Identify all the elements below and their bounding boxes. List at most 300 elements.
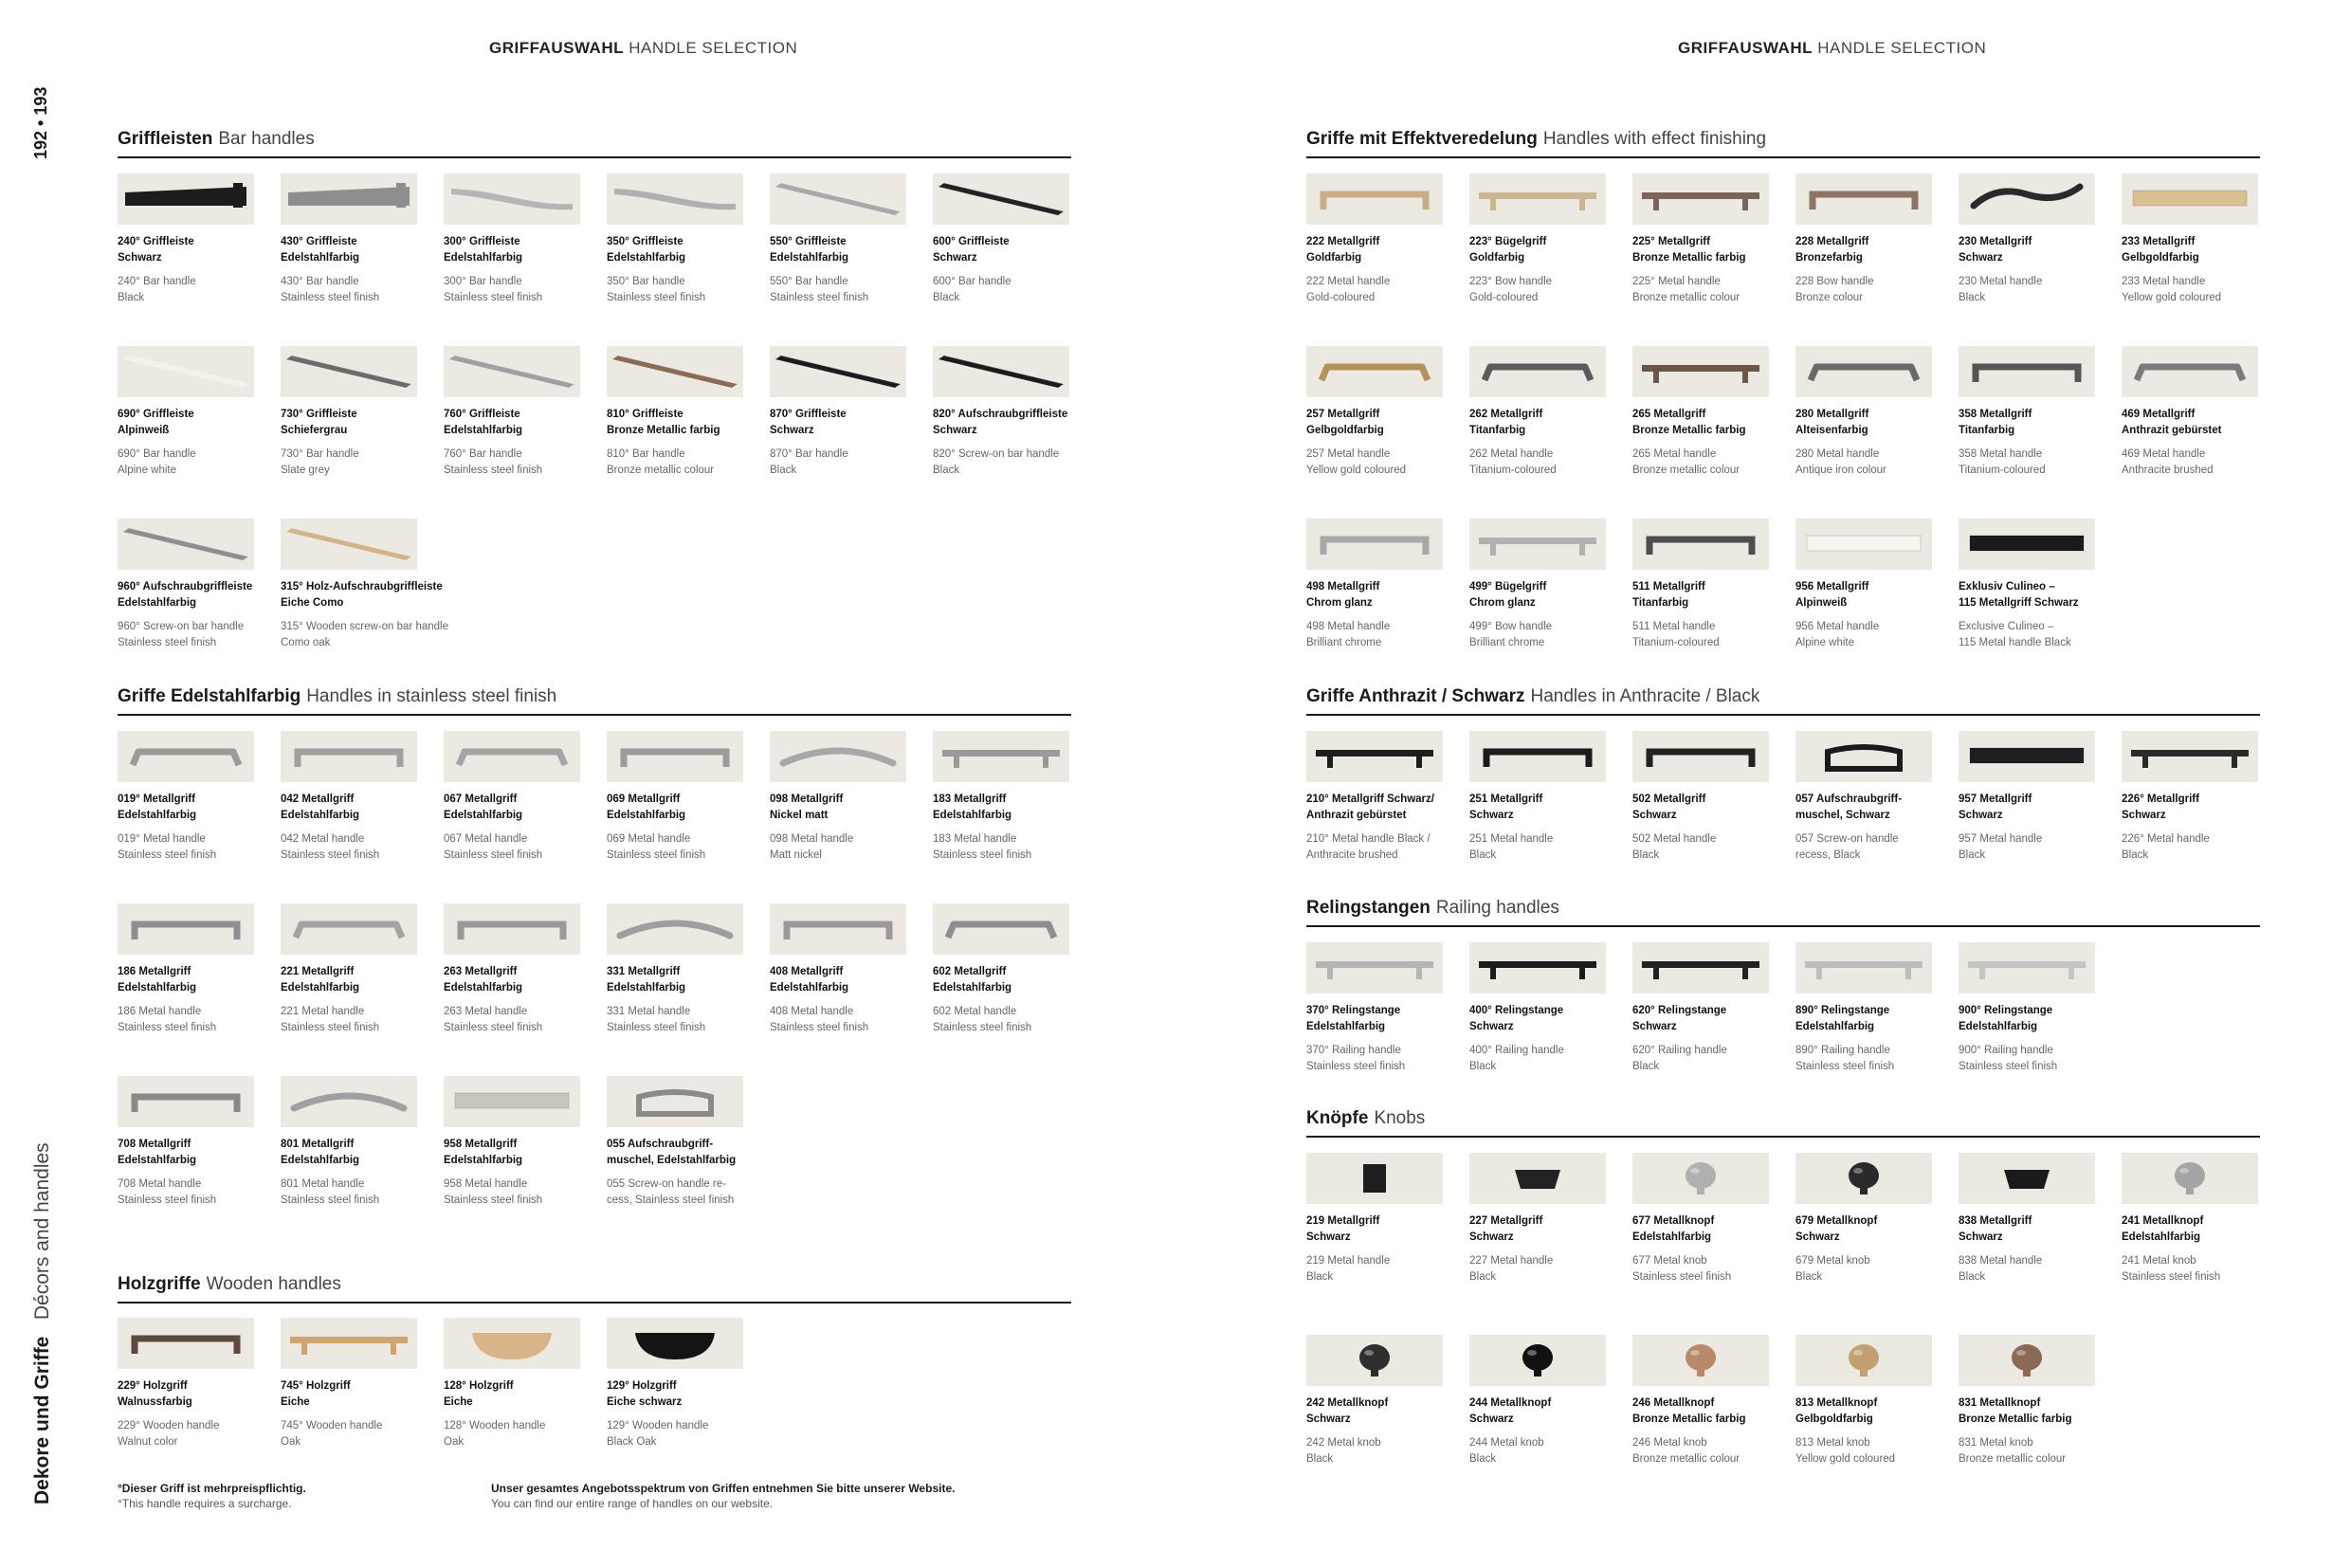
product-finish-en: Black	[1469, 1061, 1497, 1072]
product-finish-de: 115 Metallgriff Schwarz	[1959, 597, 2079, 609]
product-name-en: 221 Metal handle	[281, 1006, 365, 1017]
product-finish-de: Edelstahlfarbig	[444, 425, 523, 436]
product-name-en: 042 Metal handle	[281, 833, 365, 845]
product-name-en: 233 Metal handle	[2122, 276, 2206, 287]
product-name-de: 730° Griffleiste	[281, 409, 357, 420]
product-finish-en: Black	[118, 292, 145, 303]
product-finish-en: Oak	[281, 1436, 301, 1448]
handle-image	[607, 1076, 743, 1127]
product-finish-de: Gelbgoldfarbig	[2122, 252, 2199, 264]
product-item	[1306, 1153, 1443, 1325]
handle-image	[933, 731, 1069, 782]
product-name-de: 057 Aufschraubgriff-	[1795, 793, 1903, 805]
product-name-en: 240° Bar handle	[118, 276, 196, 287]
handle-image	[118, 173, 254, 225]
product-name-de: 745° Holzgriff	[281, 1380, 351, 1392]
product-name-en: 251 Metal handle	[1469, 833, 1554, 845]
product-item	[444, 1076, 580, 1249]
product-caption	[1306, 1213, 1443, 1285]
handle-image	[1306, 1335, 1443, 1386]
product-finish-de: Schwarz	[1959, 810, 2003, 821]
product-item	[444, 903, 580, 1076]
product-finish-de: Chrom glanz	[1306, 597, 1373, 609]
product-finish-en: Stainless steel finish	[118, 1194, 217, 1206]
product-name-de: 183 Metallgriff	[933, 793, 1007, 805]
product-name-en: 222 Metal handle	[1306, 276, 1391, 287]
product-caption	[444, 792, 580, 864]
product-caption	[607, 792, 743, 864]
handle-image	[118, 1076, 254, 1127]
product-finish-en: Stainless steel finish	[444, 465, 543, 476]
product-finish-de: Eiche schwarz	[607, 1396, 683, 1408]
product-item	[444, 346, 580, 519]
product-finish-de: Edelstahlfarbig	[607, 810, 686, 821]
page-header-left: GRIFFAUSWAHL HANDLE SELECTION	[489, 39, 798, 57]
handle-image	[1632, 1335, 1769, 1386]
product-item	[1795, 346, 1932, 519]
product-finish-en: Matt nickel	[770, 849, 822, 861]
product-caption	[1959, 1003, 2095, 1075]
product-name-en: 430° Bar handle	[281, 276, 359, 287]
product-finish-de: Edelstahlfarbig	[444, 252, 523, 264]
product-finish-en: Yellow gold coloured	[1795, 1453, 1896, 1465]
product-caption	[1632, 792, 1769, 864]
handle-image	[1959, 173, 2095, 225]
section-rule	[118, 1302, 1071, 1304]
handle-image	[444, 1318, 580, 1369]
product-name-en: 760° Bar handle	[444, 448, 522, 460]
product-finish-de: Edelstahlfarbig	[1959, 1021, 2038, 1032]
product-item	[2122, 346, 2258, 519]
product-name-de: 600° Griffleiste	[933, 236, 1010, 247]
handle-image	[2122, 1153, 2258, 1204]
product-name-en: 900° Railing handle	[1959, 1045, 2053, 1056]
product-caption	[1632, 1213, 1769, 1285]
product-name-en: 257 Metal handle	[1306, 448, 1391, 460]
product-caption	[933, 792, 1069, 864]
product-name-de: 400° Relingstange	[1469, 1005, 1564, 1016]
product-caption	[1632, 1003, 1769, 1075]
product-name-en: 502 Metal handle	[1632, 833, 1717, 845]
handle-image	[1469, 519, 1606, 570]
handle-image	[118, 731, 254, 782]
product-finish-de: Titanfarbig	[1632, 597, 1689, 609]
product-item	[118, 173, 254, 346]
product-finish-en: Stainless steel finish	[1795, 1061, 1895, 1072]
section-rule	[1306, 714, 2260, 716]
product-caption	[118, 792, 254, 864]
product-name-de: 262 Metallgriff	[1469, 409, 1543, 420]
product-finish-de: Edelstahlfarbig	[933, 810, 1012, 821]
product-caption	[281, 407, 417, 479]
product-finish-en: Bronze metallic colour	[1632, 1453, 1740, 1465]
handle-image	[444, 1076, 580, 1127]
product-finish-de: Walnussfarbig	[118, 1396, 192, 1408]
product-name-de: 265 Metallgriff	[1632, 409, 1706, 420]
product-caption	[933, 407, 1069, 479]
product-name-de: 813 Metallknopf	[1795, 1397, 1878, 1409]
product-caption	[607, 234, 743, 306]
product-finish-en: Stainless steel finish	[444, 849, 543, 861]
handle-image	[444, 731, 580, 782]
product-finish-de: Schwarz	[1469, 810, 1514, 821]
product-finish-de: Bronzefarbig	[1795, 252, 1863, 264]
product-finish-en: Bronze metallic colour	[1632, 465, 1740, 476]
product-caption	[281, 1137, 417, 1209]
handle-image	[607, 903, 743, 955]
product-name-en: 370° Railing handle	[1306, 1045, 1401, 1056]
product-name-en: 810° Bar handle	[607, 448, 685, 460]
product-finish-en: Stainless steel finish	[2122, 1271, 2221, 1283]
product-name-en: 229° Wooden handle	[118, 1420, 220, 1431]
product-caption	[1795, 234, 1932, 306]
product-name-en: 730° Bar handle	[281, 448, 359, 460]
product-caption	[1469, 407, 1606, 479]
product-name-en: 550° Bar handle	[770, 276, 848, 287]
product-finish-de: Nickel matt	[770, 810, 829, 821]
product-finish-de: Schwarz	[2122, 810, 2166, 821]
product-caption	[1795, 1003, 1932, 1075]
product-name-de: 225° Metallgriff	[1632, 236, 1710, 247]
product-finish-de: Schwarz	[1469, 1231, 1514, 1243]
product-finish-en: Como oak	[281, 637, 331, 648]
product-name-en: 265 Metal handle	[1632, 448, 1717, 460]
product-item	[607, 1318, 743, 1490]
product-name-de: 129° Holzgriff	[607, 1380, 677, 1392]
product-item	[1469, 942, 1606, 1115]
product-name-en: 511 Metal handle	[1632, 621, 1716, 632]
product-name-de: 499° Bügelgriff	[1469, 581, 1547, 593]
product-finish-de: Schwarz	[118, 252, 162, 264]
product-finish-en: Stainless steel finish	[281, 292, 380, 303]
product-finish-en: Bronze metallic colour	[607, 465, 715, 476]
handle-image	[281, 731, 417, 782]
product-item	[1469, 731, 1606, 903]
product-finish-en: Brilliant chrome	[1306, 637, 1382, 648]
product-item	[281, 1318, 417, 1490]
handle-image	[933, 346, 1069, 397]
product-item	[1795, 942, 1932, 1115]
product-caption	[444, 1137, 580, 1209]
product-grid	[118, 173, 1069, 691]
product-finish-de: Edelstahlfarbig	[1632, 1231, 1712, 1243]
product-name-de: 469 Metallgriff	[2122, 409, 2196, 420]
product-finish-en: 115 Metal handle Black	[1959, 637, 2071, 648]
product-caption	[118, 1378, 254, 1450]
product-name-en: 708 Metal handle	[118, 1178, 202, 1190]
product-name-de: 229° Holzgriff	[118, 1380, 188, 1392]
product-item	[1632, 173, 1769, 346]
product-finish-en: Black	[1469, 1453, 1497, 1465]
product-finish-de: Edelstahlfarbig	[1306, 1021, 1386, 1032]
product-item	[281, 346, 417, 519]
product-item	[1795, 519, 1932, 691]
product-finish-de: Edelstahlfarbig	[770, 982, 849, 994]
product-item	[607, 173, 743, 346]
product-name-de: 055 Aufschraubgriff-	[607, 1139, 714, 1150]
product-finish-en: Stainless steel finish	[281, 849, 380, 861]
product-finish-en: Stainless steel finish	[444, 292, 543, 303]
product-item	[1306, 942, 1443, 1115]
product-caption	[118, 964, 254, 1036]
handle-image	[281, 173, 417, 225]
product-item	[1795, 1153, 1932, 1325]
product-caption	[1469, 792, 1606, 864]
product-finish-en: Stainless steel finish	[607, 292, 706, 303]
product-finish-de: Edelstahlfarbig	[933, 982, 1012, 994]
product-caption	[1306, 792, 1443, 864]
product-name-en: 400° Railing handle	[1469, 1045, 1564, 1056]
product-finish-de: Titanfarbig	[1469, 425, 1526, 436]
product-name-en: 820° Screw-on bar handle	[933, 448, 1060, 460]
handle-image	[1959, 942, 2095, 994]
handle-image	[1795, 173, 1932, 225]
product-name-en: 241 Metal knob	[2122, 1255, 2196, 1267]
product-finish-de: Edelstahlfarbig	[118, 810, 197, 821]
product-name-de: 331 Metallgriff	[607, 966, 681, 977]
handle-image	[118, 1318, 254, 1369]
product-name-en: 620° Railing handle	[1632, 1045, 1727, 1056]
product-name-de: 958 Metallgriff	[444, 1139, 518, 1150]
product-name-en: 228 Bow handle	[1795, 276, 1874, 287]
product-name-de: 222 Metallgriff	[1306, 236, 1380, 247]
product-name-de: 210° Metallgriff Schwarz/	[1306, 793, 1434, 805]
section-title-effect-finishing: Griffe mit Effektveredelung Handles with effect finishing	[1306, 129, 1767, 149]
product-finish-en: Bronze colour	[1795, 292, 1863, 303]
product-name-de: 228 Metallgriff	[1795, 236, 1869, 247]
product-caption	[281, 964, 417, 1036]
handle-image	[281, 346, 417, 397]
product-finish-de: Schwarz	[1469, 1413, 1514, 1425]
product-caption	[1306, 407, 1443, 479]
chapter-label: Dekore und Griffe Décors and handles	[31, 1142, 53, 1504]
section-rule	[118, 714, 1071, 716]
product-caption	[444, 407, 580, 479]
product-caption	[770, 792, 906, 864]
product-item	[118, 519, 254, 691]
product-caption	[607, 1137, 743, 1209]
handle-image	[1959, 1153, 2095, 1204]
product-caption	[1306, 1395, 1443, 1468]
product-name-en: 350° Bar handle	[607, 276, 685, 287]
product-item	[444, 731, 580, 903]
product-name-en: 813 Metal knob	[1795, 1437, 1870, 1449]
product-item	[2122, 173, 2258, 346]
product-finish-en: Black	[1469, 849, 1497, 861]
product-name-de: 067 Metallgriff	[444, 793, 518, 805]
product-name-de: 690° Griffleiste	[118, 409, 194, 420]
product-name-en: 225° Metal handle	[1632, 276, 1721, 287]
product-caption	[933, 964, 1069, 1036]
product-caption	[1959, 579, 2095, 651]
handle-image	[281, 903, 417, 955]
product-item	[1469, 346, 1606, 519]
product-name-de: 241 Metallknopf	[2122, 1215, 2204, 1227]
handle-image	[607, 173, 743, 225]
product-name-en: 223° Bow handle	[1469, 276, 1553, 287]
product-caption	[118, 407, 254, 479]
handle-image	[1795, 346, 1932, 397]
product-item	[607, 731, 743, 903]
product-name-de: 240° Griffleiste	[118, 236, 194, 247]
product-finish-en: Alpine white	[1795, 637, 1855, 648]
section-rule	[1306, 1136, 2260, 1138]
product-item	[770, 731, 906, 903]
product-name-en: 057 Screw-on handle	[1795, 833, 1899, 845]
product-caption	[770, 234, 906, 306]
handle-image	[607, 731, 743, 782]
product-finish-de: muschel, Schwarz	[1795, 810, 1890, 821]
product-item	[444, 1318, 580, 1490]
product-name-en: 129° Wooden handle	[607, 1420, 709, 1431]
section-rule	[1306, 925, 2260, 927]
product-name-de: Exklusiv Culineo –	[1959, 581, 2055, 593]
product-name-de: 257 Metallgriff	[1306, 409, 1380, 420]
product-caption	[281, 1378, 417, 1450]
handle-image	[1959, 519, 2095, 570]
product-name-de: 708 Metallgriff	[118, 1139, 191, 1150]
product-name-de: 430° Griffleiste	[281, 236, 357, 247]
product-finish-en: Stainless steel finish	[1306, 1061, 1406, 1072]
product-finish-en: Titanium-coloured	[1469, 465, 1557, 476]
product-caption	[1795, 407, 1932, 479]
product-finish-de: Alpinweiß	[118, 425, 170, 436]
handle-image	[118, 519, 254, 570]
product-name-en: Exclusive Culineo –	[1959, 621, 2054, 632]
product-name-de: 620° Relingstange	[1632, 1005, 1727, 1016]
handle-image	[1306, 1153, 1443, 1204]
section-title-stainless-handles: Griffe Edelstahlfarbig Handles in stainless steel finish	[118, 686, 557, 706]
product-name-en: 602 Metal handle	[933, 1006, 1017, 1017]
handle-image	[444, 346, 580, 397]
product-name-en: 263 Metal handle	[444, 1006, 528, 1017]
handle-image	[933, 903, 1069, 955]
product-finish-en: Alpine white	[118, 465, 177, 476]
handle-image	[1795, 1153, 1932, 1204]
product-caption	[1469, 234, 1606, 306]
product-finish-en: Stainless steel finish	[770, 292, 869, 303]
handle-image	[1469, 942, 1606, 994]
product-item	[1469, 1153, 1606, 1325]
product-name-en: 262 Metal handle	[1469, 448, 1554, 460]
product-finish-en: Bronze metallic colour	[1632, 292, 1740, 303]
product-finish-de: Bronze Metallic farbig	[1632, 252, 1746, 264]
product-finish-de: Chrom glanz	[1469, 597, 1536, 609]
handle-image	[1632, 731, 1769, 782]
product-caption	[444, 1378, 580, 1450]
product-finish-de: Schwarz	[770, 425, 814, 436]
product-caption	[118, 1137, 254, 1209]
product-name-de: 956 Metallgriff	[1795, 581, 1869, 593]
product-caption	[607, 1378, 743, 1450]
product-caption	[1795, 1395, 1932, 1468]
product-name-en: 408 Metal handle	[770, 1006, 854, 1017]
handle-image	[1632, 1153, 1769, 1204]
product-finish-en: Slate grey	[281, 465, 330, 476]
product-finish-en: Stainless steel finish	[607, 849, 706, 861]
product-finish-en: Black	[1795, 1271, 1823, 1283]
product-item	[1469, 519, 1606, 691]
handle-image	[444, 903, 580, 955]
product-item	[1632, 519, 1769, 691]
product-item	[770, 346, 906, 519]
handle-image	[1469, 1153, 1606, 1204]
section-title-bar-handles: Griffleisten Bar handles	[118, 129, 315, 149]
product-item	[607, 903, 743, 1076]
product-caption	[444, 234, 580, 306]
product-item	[1306, 173, 1443, 346]
product-name-de: 233 Metallgriff	[2122, 236, 2196, 247]
website-footnote: Unser gesamtes Angebotsspektrum von Griffen entnehmen Sie bitte unserer Website. You can find our entire range of handles on our website.	[491, 1482, 956, 1510]
product-name-de: 186 Metallgriff	[118, 966, 191, 977]
product-name-de: 042 Metallgriff	[281, 793, 355, 805]
product-finish-de: Eiche	[281, 1396, 310, 1408]
product-finish-en: Stainless steel finish	[444, 1022, 543, 1033]
product-item	[281, 1076, 417, 1249]
product-caption	[1632, 234, 1769, 306]
product-item	[1306, 346, 1443, 519]
product-name-en: 838 Metal handle	[1959, 1255, 2043, 1267]
product-name-de: 315° Holz-Aufschraubgriffleiste	[281, 581, 443, 593]
product-name-en: 098 Metal handle	[770, 833, 854, 845]
product-finish-en: Gold-coloured	[1469, 292, 1539, 303]
product-caption	[1469, 1395, 1606, 1468]
product-finish-en: Black	[1306, 1453, 1334, 1465]
product-caption	[933, 234, 1069, 306]
product-finish-en: Stainless steel finish	[281, 1022, 380, 1033]
product-finish-en: Black	[933, 292, 960, 303]
handle-image	[1306, 942, 1443, 994]
handle-image	[2122, 346, 2258, 397]
product-name-de: 221 Metallgriff	[281, 966, 355, 977]
product-finish-en: Anthracite brushed	[2122, 465, 2214, 476]
product-name-de: 358 Metallgriff	[1959, 409, 2032, 420]
product-caption	[1306, 234, 1443, 306]
product-finish-en: Black	[1632, 849, 1660, 861]
product-name-de: 098 Metallgriff	[770, 793, 844, 805]
product-item	[1959, 173, 2095, 346]
product-name-en: 679 Metal knob	[1795, 1255, 1870, 1267]
product-item	[1959, 346, 2095, 519]
handle-image	[1632, 942, 1769, 994]
handle-image	[1959, 731, 2095, 782]
product-finish-en: Yellow gold coloured	[1306, 465, 1407, 476]
product-caption	[1632, 407, 1769, 479]
product-name-en: 358 Metal handle	[1959, 448, 2043, 460]
product-name-en: 227 Metal handle	[1469, 1255, 1554, 1267]
product-finish-en: Black	[2122, 849, 2149, 861]
handle-image	[770, 903, 906, 955]
product-caption	[444, 964, 580, 1036]
handle-image	[607, 346, 743, 397]
product-name-en: 690° Bar handle	[118, 448, 196, 460]
handle-image	[770, 731, 906, 782]
product-name-de: 370° Relingstange	[1306, 1005, 1401, 1016]
product-finish-de: Edelstahlfarbig	[118, 597, 197, 609]
product-name-en: 186 Metal handle	[118, 1006, 202, 1017]
product-finish-en: cess, Stainless steel finish	[607, 1194, 735, 1206]
product-name-de: 069 Metallgriff	[607, 793, 681, 805]
product-finish-en: Stainless steel finish	[118, 637, 217, 648]
product-name-en: 019° Metal handle	[118, 833, 206, 845]
product-finish-de: Anthrazit gebürstet	[2122, 425, 2222, 436]
product-finish-en: Stainless steel finish	[118, 849, 217, 861]
product-item	[281, 519, 448, 691]
product-item	[118, 903, 254, 1076]
product-name-en: 498 Metal handle	[1306, 621, 1391, 632]
handle-image	[1632, 346, 1769, 397]
product-name-de: 602 Metallgriff	[933, 966, 1007, 977]
